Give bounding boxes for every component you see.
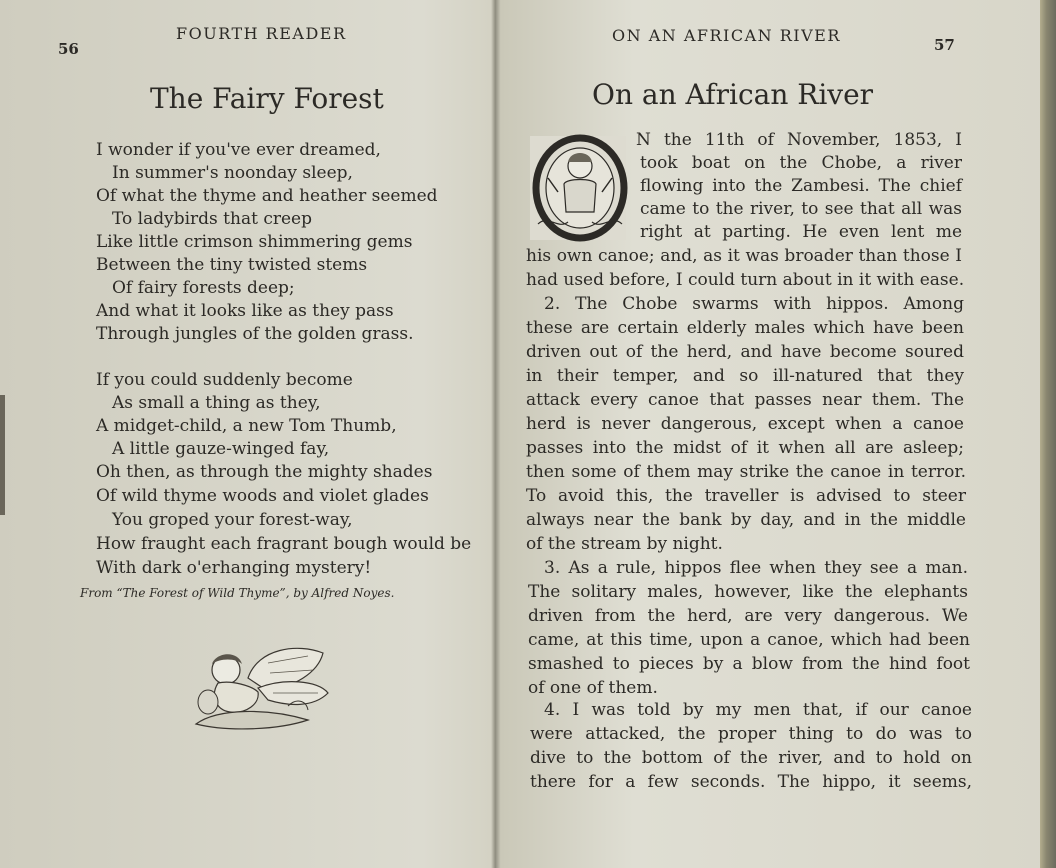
poem-line: You groped your forest-way, (112, 510, 353, 530)
prose-line: his own canoe; and, as it was broader than those I (526, 246, 962, 266)
book-cover-edge (1040, 0, 1056, 868)
prose-line: herd is never dangerous, except when a canoe (526, 414, 964, 434)
poem-line: Of wild thyme woods and violet glades (96, 486, 429, 506)
prose-line: To avoid this, the traveller is advised to steer (526, 486, 966, 506)
prose-line: smashed to pieces by a blow from the hind foot (528, 654, 970, 674)
poem-line: I wonder if you've ever dreamed, (96, 140, 381, 160)
poem-line: And what it looks like as they pass (96, 301, 394, 321)
prose-line: these are certain elderly males which have been (526, 318, 964, 338)
poem-attribution: From “The Forest of Wild Thyme”, by Alfred Noyes. (80, 586, 395, 600)
prose-line: flowing into the Zambesi. The chief (640, 176, 962, 196)
prose-line: had used before, I could turn about in it with ease. (526, 270, 965, 290)
poem-line: Of fairy forests deep; (112, 278, 295, 298)
poem-line: Through jungles of the golden grass. (96, 324, 414, 344)
prose-line: were attacked, the proper thing to do was to (530, 724, 972, 744)
poem-line: A little gauze-winged fay, (112, 439, 330, 459)
poem-line: Between the tiny twisted stems (96, 255, 368, 275)
prose-line: then some of them may strike the canoe in terror. (526, 462, 966, 482)
prose-line: The solitary males, however, like the elephants (528, 582, 968, 602)
poem-line: Of what the thyme and heather seemed (96, 186, 438, 206)
prose-line: 3. As a rule, hippos flee when they see a man. (544, 558, 968, 578)
prose-line: right at parting. He even lent me (640, 222, 962, 242)
poem-line: As small a thing as they, (112, 393, 321, 413)
prose-line: 2. The Chobe swarms with hippos. Among (544, 294, 964, 314)
prose-line: came, at this time, upon a canoe, which had been (528, 630, 970, 650)
left-page (0, 0, 488, 868)
prose-line: took boat on the Chobe, a river (640, 153, 962, 173)
prose-line: in their temper, and so ill-natured that they (526, 366, 964, 386)
prose-line: came to the river, to see that all was (640, 199, 962, 219)
prose-line: there for a few seconds. The hippo, it seems, (530, 772, 972, 792)
page-number: 57 (934, 36, 955, 54)
prose-line: of one of them. (528, 678, 658, 698)
page-number: 56 (58, 40, 79, 58)
prose-line: always near the bank by day, and in the middle (526, 510, 966, 530)
prose-line: driven out of the herd, and have become soured (526, 342, 964, 362)
prose-line: 4. I was told by my men that, if our canoe (544, 700, 972, 720)
poem-line: To ladybirds that creep (112, 209, 312, 229)
prose-line: dive to the bottom of the river, and to hold on (530, 748, 972, 768)
page-title: The Fairy Forest (150, 82, 384, 115)
prose-line: N the 11th of November, 1853, I (636, 130, 962, 150)
poem-line: Oh then, as through the mighty shades (96, 462, 433, 482)
running-head: FOURTH READER (176, 24, 347, 43)
prose-line: of the stream by night. (526, 534, 723, 554)
poem-line: Like little crimson shimmering gems (96, 232, 413, 252)
poem-line: In summer's noonday sleep, (112, 163, 353, 183)
prose-line: passes into the midst of it when all are asleep; (526, 438, 964, 458)
illustrated-drop-cap-icon (528, 134, 628, 242)
poem-line: How fraught each fragrant bough would be (96, 534, 472, 554)
prose-line: attack every canoe that passes near them. The (526, 390, 964, 410)
poem-line: With dark o'erhanging mystery! (96, 558, 372, 578)
running-head: ON AN AFRICAN RIVER (612, 26, 841, 45)
fairy-illustration (188, 638, 338, 733)
poem-line: If you could suddenly become (96, 370, 353, 390)
page-title: On an African River (592, 78, 874, 111)
prose-line: driven from the herd, are very dangerous. We (528, 606, 968, 626)
poem-line: A midget-child, a new Tom Thumb, (96, 416, 397, 436)
